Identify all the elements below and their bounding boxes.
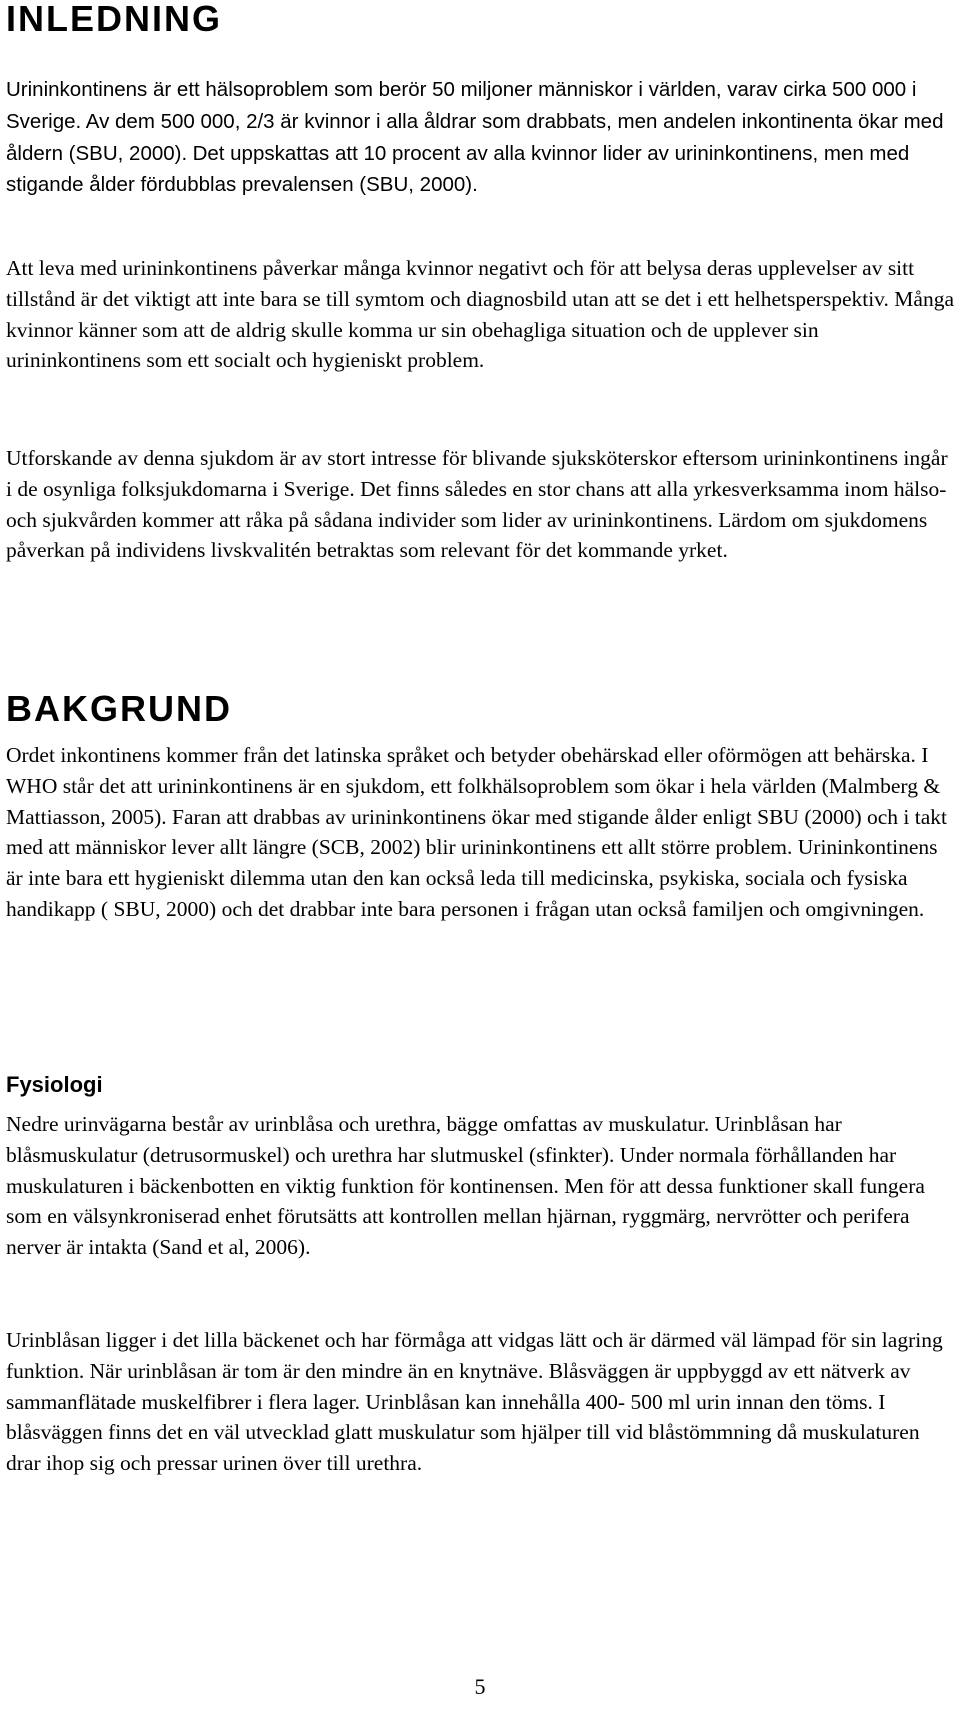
page-number: 5 — [474, 1674, 486, 1699]
paragraph-inledning-2: Att leva med urininkontinens påverkar många kvinnor negativt och för att belysa deras upplevelser av sitt tillstånd är det viktigt att inte bara se till symtom och diagnosbild utan att se det i ett helhetsperspektiv. Många kvinnor känner som att de aldrig skulle komma ur sin obehagliga situation och de upplever sin urininkontinens som ett socialt och hygieniskt problem. — [6, 256, 954, 373]
paragraph-inledning-1-sans: Urininkontinens är ett hälsoproblem som berör 50 miljoner människor i världen, varav cirka 500 000 i Sverige. Av dem 500 000, 2/3 är kvinnor i alla åldrar som drabbats, men andelen inkontinenta ökar med åldern (SBU, 2000). — [6, 78, 944, 165]
paragraph-fysiologi-2: Urinblåsan ligger i det lilla bäckenet och har förmåga att vidgas lätt och är därmed väl lämpad för sin lagring funktion. När urinblåsan är tom är den mindre än en knytnäve. Blåsväggen är uppbyggd av ett nätverk av sammanflätade muskelfibrer i flera lager. Urinblåsan kan innehålla 400- 500 ml urin innan den töms. I blåsväggen finns det en väl utvecklad glatt muskulatur som hjälper till vid blåstömmning då muskulaturen drar ihop sig och pressar urinen över till urethra. — [6, 1328, 943, 1476]
section-heading-bakgrund: BAKGRUND — [6, 688, 232, 729]
paragraph-bakgrund-1: Ordet inkontinens kommer från det latinska språket och betyder obehärskad eller oförmögen att behärska. I WHO står det att urininkontinens är en sjukdom, ett folkhälsoproblem som ökar i hela världen (Malmberg & Mattiasson, 2005). Faran att drabbas av urininkontinens ökar med stigande ålder enligt SBU (2000) och i takt med att människor lever allt längre (SCB, 2002) blir urininkontinens ett allt större problem. Urininkontinens är inte bara ett hygieniskt dilemma utan den kan också leda till medicinska, psykiska, sociala och fysiska handikapp ( SBU, 2000) och det drabbar inte bara personen i frågan utan också familjen och omgivningen. — [6, 743, 948, 921]
paragraph-inledning-1 — [6, 74, 954, 201]
section-heading-fysiologi: Fysiologi — [6, 1072, 103, 1097]
paragraph-inledning-3: Utforskande av denna sjukdom är av stort intresse för blivande sjuksköterskor eftersom urininkontinens ingår i de osynliga folksjukdomarna i Sverige. Det finns således en stor chans att alla yrkesverksamma inom hälso- och sjukvården kommer att råka på sådana individer som lider av urininkontinens. Lärdom om sjukdomens påverkan på individens livskvalitén betraktas som relevant för det kommande yrket. — [6, 446, 948, 563]
section-heading-inledning: INLEDNING — [6, 0, 222, 39]
paragraph-inledning-1-rest: Det uppskattas att 10 procent av alla kvinnor lider av urininkontinens, men med stigande ålder fördubblas prevalensen (SBU, 2000). — [6, 141, 910, 197]
paragraph-fysiologi-1: Nedre urinvägarna består av urinblåsa och urethra, bägge omfattas av muskulatur. Urinblåsan har blåsmuskulatur (detrusormuskel) och urethra har slutmuskel (sfinkter). Under normala förhållanden har muskulaturen i bäckenbotten en viktig funktion för kontinensen. Men för att dessa funktioner skall fungera som en välsynkroniserad enhet förutsätts att kontrollen mellan hjärnan, ryggmärg, nervrötter och perifera nerver är intakta (Sand et al, 2006). — [6, 1112, 925, 1260]
